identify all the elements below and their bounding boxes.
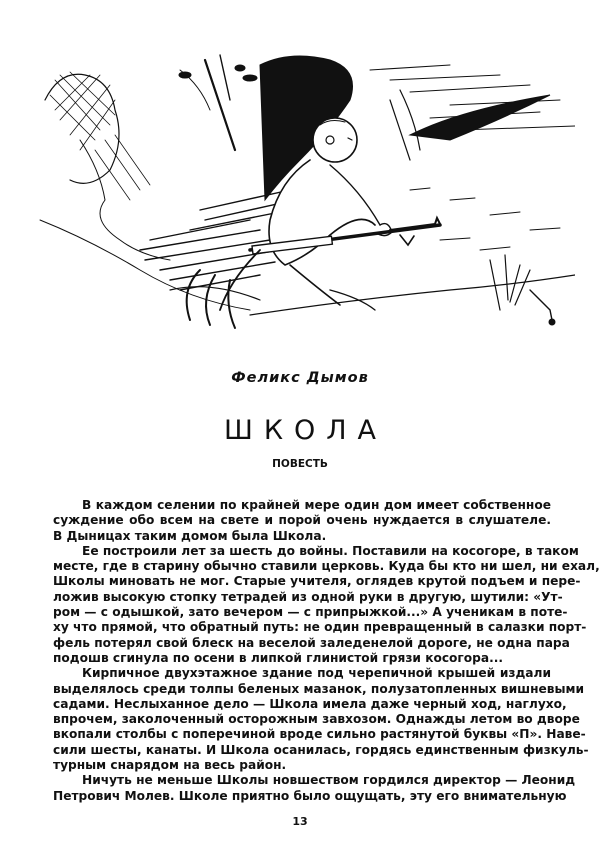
text-line: Ее построили лет за шесть до войны. Поставили на косогоре, в таком: [82, 543, 579, 558]
text-line: впрочем, заколоченный осторожным завхозом. Однажды летом во дворе: [53, 712, 580, 727]
text-line: ху что прямой, что обратный путь: не один превращенный в салазки порт-: [53, 620, 587, 635]
ink-drawing: [30, 40, 575, 330]
text-line: садами. Неслыханное дело — Школа имела даже черный ход, наглухо,: [53, 696, 567, 711]
text-line: Школы миновать не мог. Старые учителя, оглядев крутой подъем и пере-: [53, 574, 581, 589]
text-line: выделялось среди толпы беленых мазанок, полузатопленных вишневыми: [53, 681, 585, 696]
text-line: месте, где в старину обычно ставили церковь. Куда бы кто ни шел, ни ехал,: [53, 559, 600, 574]
illustration-boy-with-rifle: [30, 40, 575, 330]
text-line: Петрович Молев. Школе приятно было ощущать, эту его внимательную: [53, 788, 567, 803]
text-line: В каждом селении по крайней мере один дом имеет собственное: [82, 498, 551, 512]
text-line: Ничуть не меньше Школы новшеством гордился директор — Леонид: [82, 773, 576, 788]
page-number: 13: [292, 815, 308, 828]
genre-subtitle: ПОВЕСТЬ: [272, 458, 328, 470]
story-body: [53, 498, 600, 804]
text-line: ром — с одышкой, зато вечером — с припрыжкой...» А ученикам в поте-: [53, 605, 568, 620]
text-line: вкопали столбы с поперечиной вроде сильно растянутой буквы «П». Наве-: [53, 727, 586, 742]
text-line: суждение обо всем на свете и порой очень нуждается в слушателе.: [53, 513, 551, 528]
text-line: ложив высокую стопку тетрадей из одной руки в другую, шутили: «Ут-: [53, 589, 563, 604]
text-line: Кирпичное двухэтажное здание под черепичной крышей издали: [82, 666, 551, 681]
text-line: подошв сгинула по осени в липкой глинистой грязи косогора...: [53, 650, 504, 665]
author-name: Феликс Дымов: [231, 370, 369, 386]
text-line: фель потерял свой блеск на веселой заледенелой дороге, не одна пара: [53, 635, 570, 650]
text-line: турным снарядом на весь район.: [53, 758, 287, 773]
text-line: В Дыницах таким домом была Школа.: [53, 528, 327, 543]
text-line: сили шесты, канаты. И Школа осанилась, гордясь единственным физкуль-: [53, 742, 589, 757]
story-title: ШКОЛА: [223, 415, 388, 446]
